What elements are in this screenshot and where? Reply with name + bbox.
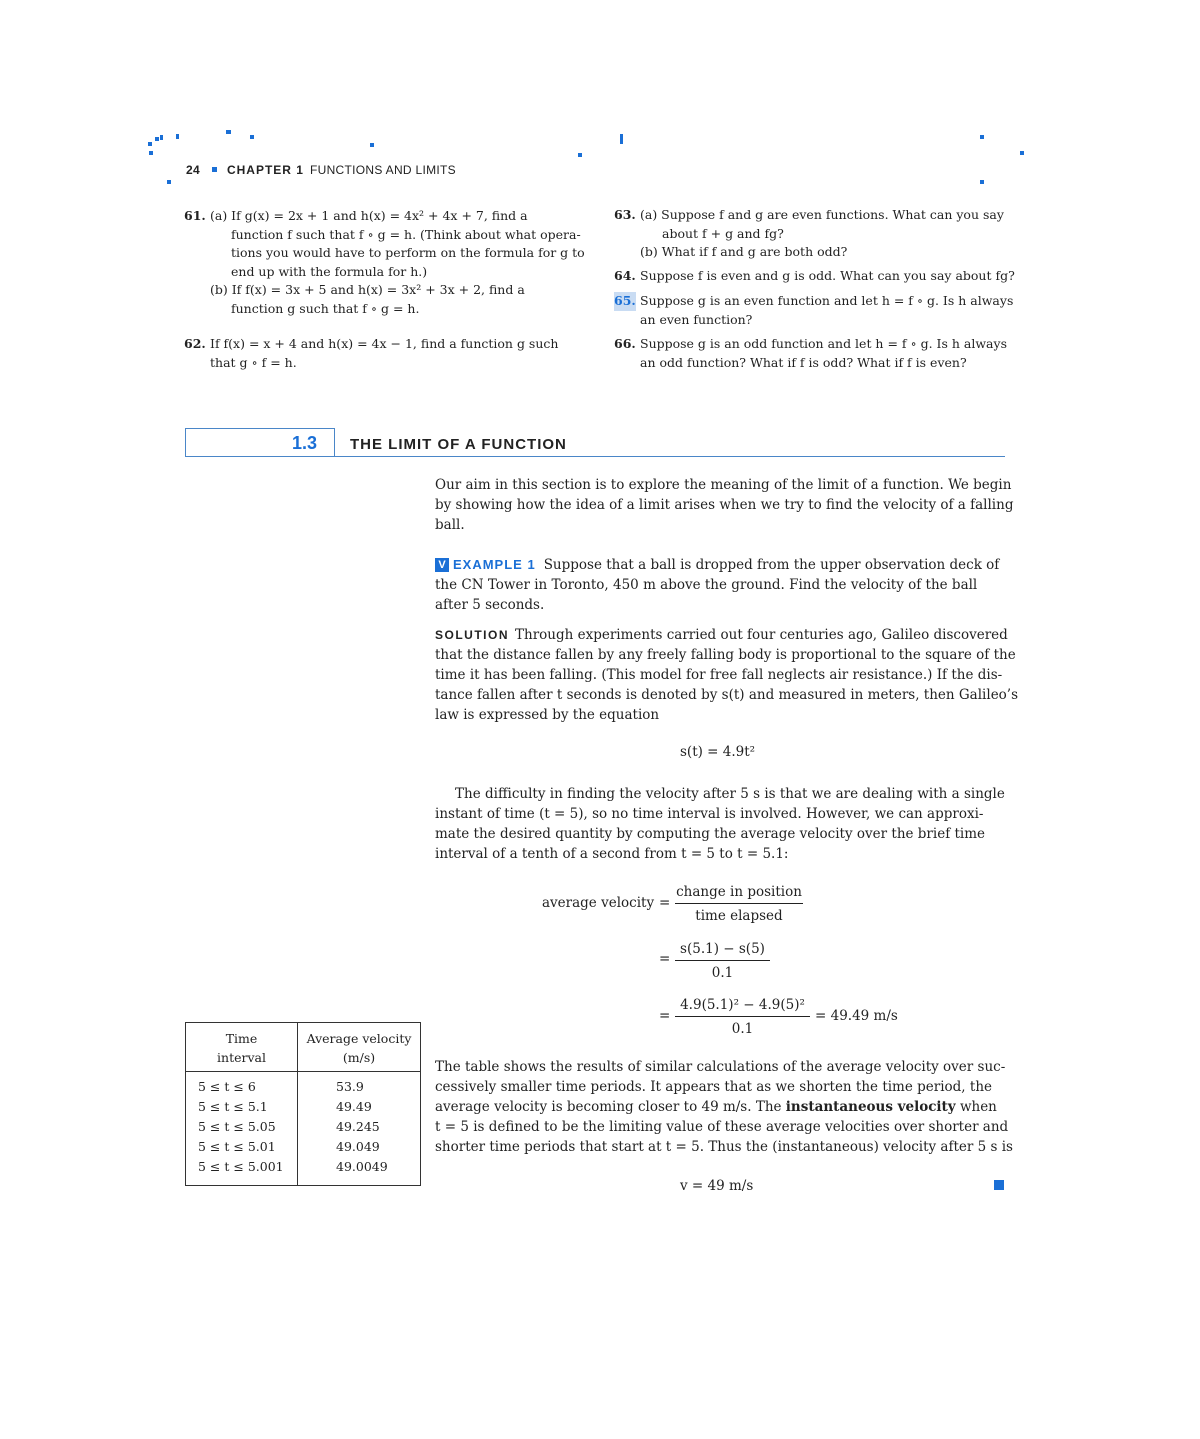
table-cell-velocity: 49.049	[336, 1139, 380, 1154]
exercise-text: Suppose g is an odd function and let h = f ∘ g. Is h always	[640, 336, 1007, 351]
exercise-63	[614, 206, 1014, 262]
fraction-numerator: change in position	[676, 884, 802, 900]
text-line: average velocity is becoming closer to 49 m/s. The	[435, 1099, 786, 1115]
velocity-table	[185, 1022, 421, 1186]
exercise-number: 61.	[184, 208, 206, 223]
table-cell-interval: 5 ≤ t ≤ 6	[186, 1072, 298, 1098]
equals-sign: =	[659, 1008, 671, 1024]
section-number: 1.3	[292, 433, 318, 453]
exercise-number-highlighted: 65.	[614, 292, 636, 311]
scan-dot	[370, 143, 374, 147]
exercise-text: If f(x) = x + 4 and h(x) = 4x − 1, find a function g such	[210, 336, 559, 351]
exercise-text: an even function?	[640, 311, 753, 327]
scan-dot	[176, 134, 179, 139]
term-instantaneous-velocity: instantaneous velocity	[785, 1099, 956, 1115]
solution-label: SOLUTION	[435, 628, 509, 642]
exercise-62	[184, 335, 584, 372]
table-cell-interval: 5 ≤ t ≤ 5.1	[186, 1097, 298, 1117]
example-1	[435, 555, 1015, 615]
table-row	[186, 1097, 421, 1117]
exercise-text: that g ∘ f = h.	[210, 354, 297, 370]
text-line: cessively smaller time periods. It appears that as we shorten the time period, the	[435, 1079, 993, 1095]
table-header-row	[186, 1023, 421, 1072]
fraction-numerator: 4.9(5.1)² − 4.9(5)²	[680, 997, 805, 1013]
scan-dot	[1020, 151, 1024, 155]
fraction-denominator: time elapsed	[695, 908, 783, 924]
exercise-text: an odd function? What if f is odd? What if f is even?	[640, 354, 967, 370]
section-rule	[335, 456, 1005, 457]
exercise-text: about f + g and fg?	[662, 225, 784, 241]
exercise-text: (b) If f(x) = 3x + 5 and h(x) = 3x² + 3x + 2, find a	[210, 282, 525, 297]
exercise-text: (b) What if f and g are both odd?	[640, 244, 848, 259]
video-badge-icon[interactable]: V	[435, 558, 449, 572]
scan-dot	[167, 180, 171, 184]
table-cell-velocity: 49.245	[336, 1119, 380, 1134]
text-line: by showing how the idea of a limit arises when we try to find the velocity of a falling	[435, 497, 1014, 513]
fraction-change-over-time	[675, 883, 803, 925]
scan-dot	[160, 135, 163, 140]
scan-dot	[148, 142, 152, 146]
intro-paragraph	[435, 475, 1015, 535]
scan-dot	[980, 135, 984, 139]
header-square-icon	[212, 167, 217, 172]
scan-dot	[578, 153, 582, 157]
running-header	[186, 163, 456, 177]
text-line: interval of a tenth of a second from t = 5 to t = 5.1:	[435, 846, 789, 862]
text-line: Suppose that a ball is dropped from the upper observation deck of	[543, 557, 1000, 573]
exercise-number: 64.	[614, 268, 636, 283]
exercise-text: function f such that f ∘ g = h. (Think about what opera-	[231, 226, 581, 242]
fraction-denominator: 0.1	[711, 965, 734, 981]
scan-dot	[980, 180, 984, 184]
fraction-bar	[675, 1016, 810, 1017]
chapter-title: FUNCTIONS AND LIMITS	[309, 163, 456, 177]
table-row	[186, 1137, 421, 1157]
avg-velocity-result: = 49.49 m/s	[815, 1008, 898, 1024]
exercise-number: 66.	[614, 336, 636, 351]
text-line: instant of time (t = 5), so no time interval is involved. However, we can approxi-	[435, 806, 984, 822]
exercise-65	[614, 292, 1014, 329]
fraction-bar	[675, 903, 803, 904]
exercise-text: end up with the formula for h.)	[231, 263, 428, 279]
scan-dot	[250, 135, 254, 139]
exercise-text: Suppose g is an even function and let h = f ∘ g. Is h always	[640, 293, 1014, 308]
fraction-bar	[675, 960, 770, 961]
column-header-velocity: Average velocity (m/s)	[298, 1023, 421, 1072]
text-line: Through experiments carried out four centuries ago, Galileo discovered	[515, 627, 1008, 643]
fraction-computation	[675, 996, 810, 1038]
equals-sign: =	[659, 951, 671, 967]
table-cell-velocity: 49.49	[336, 1099, 372, 1114]
text-line: ball.	[435, 517, 465, 533]
column-header-time: Time interval	[186, 1023, 298, 1072]
exercise-text: tions you would have to perform on the formula for g to	[231, 245, 585, 260]
exercise-66	[614, 335, 1014, 372]
text-line: that the distance fallen by any freely falling body is proportional to the square of the	[435, 647, 1016, 663]
scan-dot	[620, 134, 623, 144]
scan-dot	[155, 137, 159, 141]
exercise-text: function g such that f ∘ g = h.	[231, 300, 420, 316]
solution	[435, 625, 1019, 725]
exercise-text: (a) If g(x) = 2x + 1 and h(x) = 4x² + 4x + 7, find a	[210, 208, 528, 223]
table-cell-interval: 5 ≤ t ≤ 5.01	[186, 1137, 298, 1157]
table-cell-interval: 5 ≤ t ≤ 5.05	[186, 1117, 298, 1137]
difficulty-paragraph	[435, 784, 1015, 864]
exercise-number: 63.	[614, 207, 636, 222]
fraction-denominator: 0.1	[731, 1021, 754, 1037]
final-equation: v = 49 m/s	[680, 1178, 754, 1194]
text-line: Our aim in this section is to explore the meaning of the limit of a function. We begin	[435, 477, 1012, 493]
text-line: the CN Tower in Toronto, 450 m above the ground. Find the velocity of the ball	[435, 577, 978, 593]
text-line: time it has been falling. (This model for free fall neglects air resistance.) If the dis-	[435, 667, 1003, 683]
text-line: tance fallen after t seconds is denoted by s(t) and measured in meters, then Galileo’s	[435, 687, 1019, 703]
exercise-61	[184, 207, 584, 318]
exercise-text: (a) Suppose f and g are even functions. What can you say	[640, 207, 1004, 222]
example-label: EXAMPLE 1	[453, 557, 536, 572]
page-number: 24	[186, 163, 200, 177]
table-row	[186, 1072, 421, 1098]
table-paragraph	[435, 1057, 1015, 1157]
equals-sign: =	[659, 895, 671, 911]
chapter-label: CHAPTER 1	[226, 163, 304, 177]
text-line: after 5 seconds.	[435, 597, 545, 613]
text-line: when	[955, 1099, 997, 1115]
text-line: shorter time periods that start at t = 5. Thus the (instantaneous) velocity after 5 s is	[435, 1139, 1013, 1155]
fraction-numerator: s(5.1) − s(5)	[680, 941, 765, 957]
text-line: The difficulty in finding the velocity after 5 s is that we are dealing with a single	[455, 786, 1005, 802]
galileo-equation: s(t) = 4.9t²	[680, 744, 756, 760]
table-cell-velocity: 53.9	[336, 1079, 364, 1094]
text-line: law is expressed by the equation	[435, 707, 660, 723]
text-line: mate the desired quantity by computing the average velocity over the brief time	[435, 826, 986, 842]
text-line: The table shows the results of similar calculations of the average velocity over suc-	[435, 1059, 1006, 1075]
text-line: t = 5 is defined to be the limiting value of these average velocities over shorter and	[435, 1119, 1009, 1135]
exercise-64	[614, 267, 1014, 286]
table-row	[186, 1157, 421, 1186]
table-row	[186, 1117, 421, 1137]
table-cell-interval: 5 ≤ t ≤ 5.001	[186, 1157, 298, 1186]
section-title: THE LIMIT OF A FUNCTION	[350, 436, 567, 453]
exercise-number: 62.	[184, 336, 206, 351]
end-of-example-square-icon	[994, 1180, 1004, 1190]
table-cell-velocity: 49.0049	[336, 1159, 388, 1174]
scan-dot	[149, 151, 153, 155]
avg-velocity-lhs: average velocity	[542, 895, 655, 911]
exercise-text: Suppose f is even and g is odd. What can you say about fg?	[640, 268, 1015, 283]
scan-dot	[226, 130, 231, 134]
fraction-s-difference	[675, 940, 770, 982]
